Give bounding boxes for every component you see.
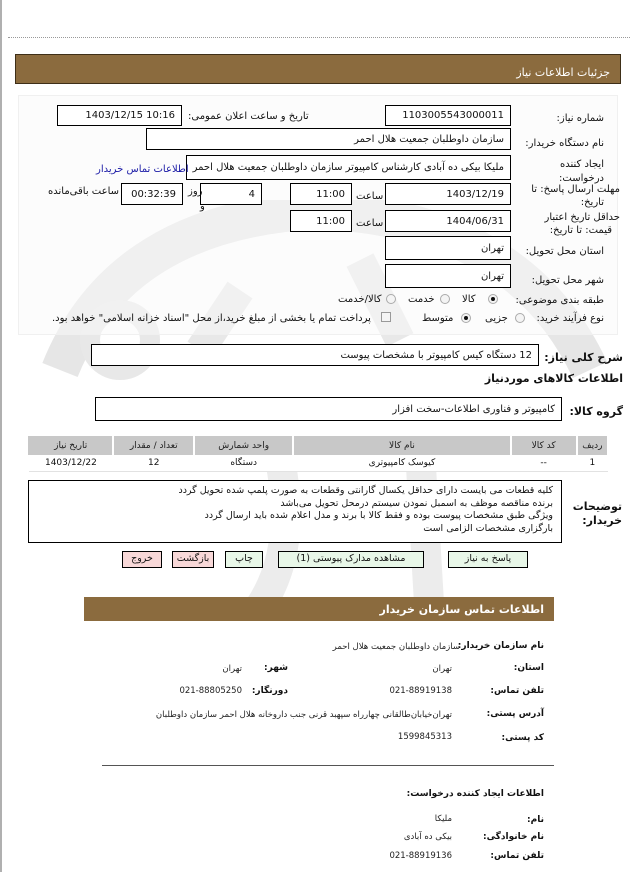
deadline-time-label: ساعت bbox=[356, 191, 384, 202]
col-goods-name: نام کالا bbox=[293, 437, 510, 455]
buyer-org-field: سازمان داوطلبان جمعیت هلال احمر bbox=[146, 128, 511, 150]
col-row-number: ردیف bbox=[577, 437, 608, 455]
creator-label-2: درخواست: bbox=[559, 173, 604, 184]
fax-info-label: دورنگار: bbox=[251, 686, 288, 696]
cell-unit: دستگاه bbox=[194, 455, 293, 472]
notes-label-1: توضیحات bbox=[572, 500, 622, 513]
cell-goods-code: -- bbox=[511, 455, 577, 472]
fax-info-value: 021-88805250 bbox=[179, 686, 242, 696]
buyer-contact-header: اطلاعات تماس سازمان خریدار bbox=[84, 597, 554, 621]
validity-time-field: 11:00 bbox=[290, 210, 352, 232]
creator-family-value: بیکی ده آبادی bbox=[403, 832, 452, 842]
province-info-label: استان: bbox=[513, 663, 544, 673]
items-table-header bbox=[29, 437, 609, 455]
col-need-date: تاریخ نیاز bbox=[29, 437, 114, 455]
days-label: روز bbox=[188, 186, 203, 197]
category-radio-goods-service[interactable] bbox=[386, 294, 396, 304]
creator-name-value: ملیکا bbox=[434, 814, 452, 824]
city-info-value: تهران bbox=[222, 664, 242, 674]
attachments-button[interactable]: مشاهده مدارک پیوستی (1) bbox=[278, 551, 424, 568]
creator-name-label: نام: bbox=[527, 815, 544, 825]
remaining-time-label: ساعت باقی‌مانده bbox=[48, 186, 120, 197]
notes-line: کلیه قطعات می بایست دارای حداقل یکسال گارانتی وقطعات به صورت پلمپ شده تحویل گردد bbox=[178, 485, 553, 496]
announce-datetime-label: تاریخ و ساعت اعلان عمومی: bbox=[188, 111, 309, 122]
buyer-org-info-value: سازمان داوطلبان جمعیت هلال احمر bbox=[332, 642, 460, 652]
creator-family-label: نام خانوادگی: bbox=[482, 832, 544, 842]
items-table bbox=[28, 436, 609, 472]
cell-quantity: 12 bbox=[113, 455, 194, 472]
address-info-label: آدرس پستی: bbox=[486, 709, 544, 719]
buyer-org-label: نام دستگاه خریدار: bbox=[525, 138, 604, 149]
treasury-checkbox[interactable] bbox=[381, 312, 391, 322]
validity-time-label: ساعت bbox=[356, 218, 384, 229]
contact-divider bbox=[102, 765, 554, 766]
notes-line: برنده مناقصه موظف به اسمبل نمودن سیستم درمحل تحویل می‌باشد bbox=[280, 497, 553, 509]
postal-info-label: کد پستی: bbox=[501, 733, 544, 743]
creator-info-title: اطلاعات ایجاد کننده درخواست: bbox=[406, 789, 544, 799]
announce-datetime-field: 1403/12/15 10:16 bbox=[57, 105, 182, 126]
process-option-minor: جزیی bbox=[485, 313, 508, 324]
col-goods-code: کد کالا bbox=[511, 437, 577, 455]
goods-group-label: گروه کالا: bbox=[569, 405, 623, 418]
process-radio-medium[interactable] bbox=[461, 313, 471, 323]
days-remaining-field: 4 bbox=[200, 183, 262, 205]
need-number-label: شماره نیاز: bbox=[556, 113, 604, 124]
category-radio-service[interactable] bbox=[440, 294, 450, 304]
table-row bbox=[29, 455, 609, 472]
process-option-medium: متوسط bbox=[422, 313, 454, 324]
category-option-service: خدمت bbox=[408, 294, 435, 305]
province-field: تهران bbox=[385, 236, 511, 260]
category-radio-goods[interactable] bbox=[488, 294, 498, 304]
process-label: نوع فرآیند خرید: bbox=[536, 313, 604, 324]
col-quantity: تعداد / مقدار bbox=[113, 437, 194, 455]
process-radio-minor[interactable] bbox=[515, 313, 525, 323]
top-dotted-divider bbox=[8, 37, 630, 38]
goods-group-field: کامپیوتر و فناوری اطلاعات-سخت افزار bbox=[95, 397, 562, 421]
validity-date-field: 1404/06/31 bbox=[385, 210, 511, 232]
back-button[interactable]: بازگشت bbox=[172, 551, 214, 568]
creator-phone-value: 021-88919136 bbox=[389, 851, 452, 861]
window-left-border bbox=[0, 0, 2, 872]
province-label: استان محل تحویل: bbox=[525, 246, 604, 257]
treasury-checkbox-label: پرداخت تمام یا بخشی از مبلغ خرید،از محل "اسناد خزانه اسلامی" خواهد بود. bbox=[52, 313, 371, 324]
col-unit: واحد شمارش bbox=[194, 437, 293, 455]
buyer-org-info-label: نام سازمان خریدار: bbox=[457, 641, 544, 651]
creator-field: ملیکا بیکی ده آبادی کارشناس کامپیوتر سازمان داوطلبان جمعیت هلال احمر bbox=[186, 155, 511, 180]
reply-button[interactable]: پاسخ به نیاز bbox=[448, 551, 528, 568]
exit-button[interactable]: خروج bbox=[122, 551, 162, 568]
province-info-value: تهران bbox=[432, 664, 452, 674]
category-option-goods: کالا bbox=[462, 294, 476, 305]
deadline-date-field: 1403/12/19 bbox=[385, 183, 511, 205]
and-label: و bbox=[200, 201, 205, 212]
deadline-time-field: 11:00 bbox=[290, 183, 352, 205]
need-details-header: جزئیات اطلاعات نیاز bbox=[15, 54, 621, 84]
notes-line: ویژگی طبق مشخصات پیوست بوده و فقط کالا با برند و مدل اعلام شده باید ارسال گردد bbox=[204, 510, 553, 521]
cell-need-date: 1403/12/22 bbox=[29, 455, 114, 472]
buyer-contact-link[interactable]: اطلاعات تماس خریدار bbox=[96, 164, 189, 175]
summary-field: 12 دستگاه کیس کامپیوتر با مشخصات پیوست bbox=[91, 344, 539, 366]
deadline-label-1: مهلت ارسال پاسخ: تا bbox=[531, 184, 620, 195]
postal-info-value: 1599845313 bbox=[397, 732, 452, 742]
category-option-goods-service: کالا/خدمت bbox=[338, 294, 382, 305]
summary-label: شرح کلی نیاز: bbox=[544, 351, 623, 364]
creator-phone-label: تلفن تماس: bbox=[490, 851, 544, 861]
phone-info-value: 021-88919138 bbox=[389, 686, 452, 696]
buyer-notes-box bbox=[28, 480, 562, 543]
phone-info-label: تلفن تماس: bbox=[490, 686, 544, 696]
city-field: تهران bbox=[385, 264, 511, 288]
notes-label-2: خریدار: bbox=[582, 514, 622, 527]
validity-label-2: قیمت: تا تاریخ: bbox=[549, 225, 612, 236]
validity-label-1: حداقل تاریخ اعتبار bbox=[544, 212, 620, 223]
city-label: شهر محل تحویل: bbox=[531, 275, 604, 286]
cell-row-number: 1 bbox=[577, 455, 608, 472]
goods-section-title: اطلاعات کالاهای موردنیاز bbox=[484, 372, 623, 385]
cell-goods-name: کیوسک کامپیوتری bbox=[293, 455, 510, 472]
category-label: طبقه بندی موضوعی: bbox=[515, 295, 604, 306]
notes-line: بارگزاری مشخصات الزامی است bbox=[423, 522, 553, 534]
remaining-time-field: 00:32:39 bbox=[121, 183, 183, 205]
creator-label-1: ایجاد کننده bbox=[560, 159, 604, 170]
address-info-value: تهران‌خیابان‌طالقانی چهارراه سپهبد قرنی جنب داروخانه هلال احمر سازمان داوطلبان bbox=[155, 710, 452, 720]
city-info-label: شهر: bbox=[264, 663, 288, 673]
deadline-label-2: تاریخ: bbox=[580, 197, 604, 208]
need-number-field: 1103005543000011 bbox=[385, 105, 511, 126]
print-button[interactable]: چاپ bbox=[225, 551, 263, 568]
